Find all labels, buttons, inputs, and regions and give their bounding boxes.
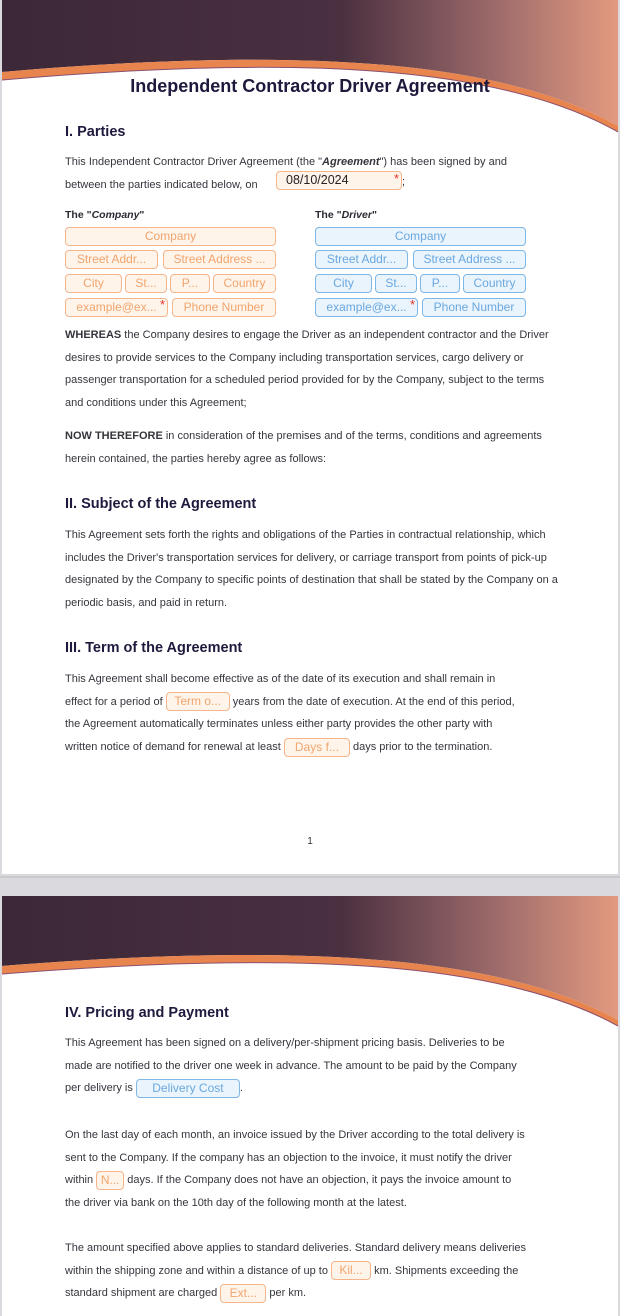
pricing-paragraph-2: On the last day of each month, an invoice issued by the Driver according to the total delivery is sent to the Company. If the company has an objection to the invoice, it must notify the driver within N... days. If the Company does not have an objection, it pays the invoice amount to the driver via bank on the 10th day of the following month at the latest. [65, 1129, 525, 1210]
company-postal-field[interactable]: P... [170, 274, 210, 293]
section-heading-parties: I. Parties [65, 124, 126, 140]
required-marker: * [410, 297, 416, 312]
driver-city-field[interactable]: City [315, 274, 372, 293]
document-title: Independent Contractor Driver Agreement [130, 76, 490, 96]
company-phone-field[interactable]: Phone Number [172, 298, 276, 317]
company-state-field[interactable]: St... [125, 274, 167, 293]
pricing-paragraph-1: This Agreement has been signed on a delivery/per-shipment pricing basis. Deliveries to be made are notified to the driver one week in advance. The amount to be paid by the Company per delivery is Delivery Cost . [65, 1032, 560, 1100]
company-street1-field[interactable]: Street Addr... [65, 250, 158, 269]
document-page-1 [2, 0, 618, 874]
extra-per-km-field[interactable]: Ext... [220, 1284, 266, 1303]
whereas-paragraph: WHEREAS the Company desires to engage the Driver as an independent contractor and the Driver desires to provide services to the Company including transportation services, cargo delivery or passenger transportation for a scheduled period provided for by the Company, subject to the terms and conditions under this Agreement; [65, 329, 549, 410]
driver-email-field[interactable]: example@ex... [315, 298, 418, 317]
page-number: 1 [307, 836, 313, 847]
company-country-field[interactable]: Country [213, 274, 276, 293]
pricing-paragraph-3: The amount specified above applies to standard deliveries. Standard delivery means deliveries within the shipping zone and within a distance of up to Kil... km. Shipments exceeding the standard shipment are charged Ext... per km. [65, 1237, 560, 1305]
agreement-date-field[interactable]: 08/10/2024 [276, 171, 402, 190]
company-street2-field[interactable]: Street Address ... [163, 250, 276, 269]
delivery-cost-field[interactable]: Delivery Cost [136, 1079, 240, 1098]
required-marker: * [160, 297, 166, 312]
objection-days-field[interactable]: N... [96, 1171, 124, 1190]
driver-phone-field[interactable]: Phone Number [422, 298, 526, 317]
driver-label: The "Driver" [315, 209, 377, 221]
header-banner [2, 0, 618, 140]
renewal-days-field[interactable]: Days f... [284, 738, 350, 757]
distance-km-field[interactable]: Kil... [331, 1261, 371, 1280]
now-therefore-paragraph: NOW THEREFORE in consideration of the premises and of the terms, conditions and agreements herein contained, the parties hereby agree as follows: [65, 430, 542, 465]
driver-street2-field[interactable]: Street Address ... [413, 250, 526, 269]
intro-text: This Independent Contractor Driver Agreement (the " [65, 156, 323, 168]
term-years-field[interactable]: Term o... [166, 692, 230, 711]
required-marker: * [394, 171, 400, 186]
intro-text-after: ") has been signed by and [379, 156, 507, 168]
intro-text-line2: between the parties indicated below, on [65, 178, 258, 191]
driver-country-field[interactable]: Country [463, 274, 526, 293]
document-page-2 [2, 896, 618, 1316]
section-heading-pricing: IV. Pricing and Payment [65, 1005, 229, 1021]
subject-paragraph: This Agreement sets forth the rights and obligations of the Parties in contractual relationship, which includes the Driver's transportation services for delivery, or carriage transport from points of pick-up designated by the Company to specific points of destination that shall be stated by the Company on a periodic basis, and paid in return. [65, 529, 558, 610]
date-suffix: ; [402, 176, 406, 188]
company-city-field[interactable]: City [65, 274, 122, 293]
driver-state-field[interactable]: St... [375, 274, 417, 293]
section-heading-term: III. Term of the Agreement [65, 640, 243, 656]
company-label: The "Company" [65, 209, 145, 221]
section-heading-subject: II. Subject of the Agreement [65, 496, 257, 512]
page-divider [0, 876, 620, 878]
driver-street1-field[interactable]: Street Addr... [315, 250, 408, 269]
driver-postal-field[interactable]: P... [420, 274, 460, 293]
driver-company-field[interactable]: Company [315, 227, 526, 246]
term-paragraph: This Agreement shall become effective as of the date of its execution and shall remain in effect for a period of Term o... years from the date of execution. At the end of this period, the Agreement automatically terminates unless either party provides the other party with written notice of demand for renewal at least Days f... days prior to the termination. [65, 668, 560, 759]
intro-agreement-term: Agreement [322, 156, 380, 168]
company-email-field[interactable]: example@ex... [65, 298, 168, 317]
company-name-field[interactable]: Company [65, 227, 276, 246]
